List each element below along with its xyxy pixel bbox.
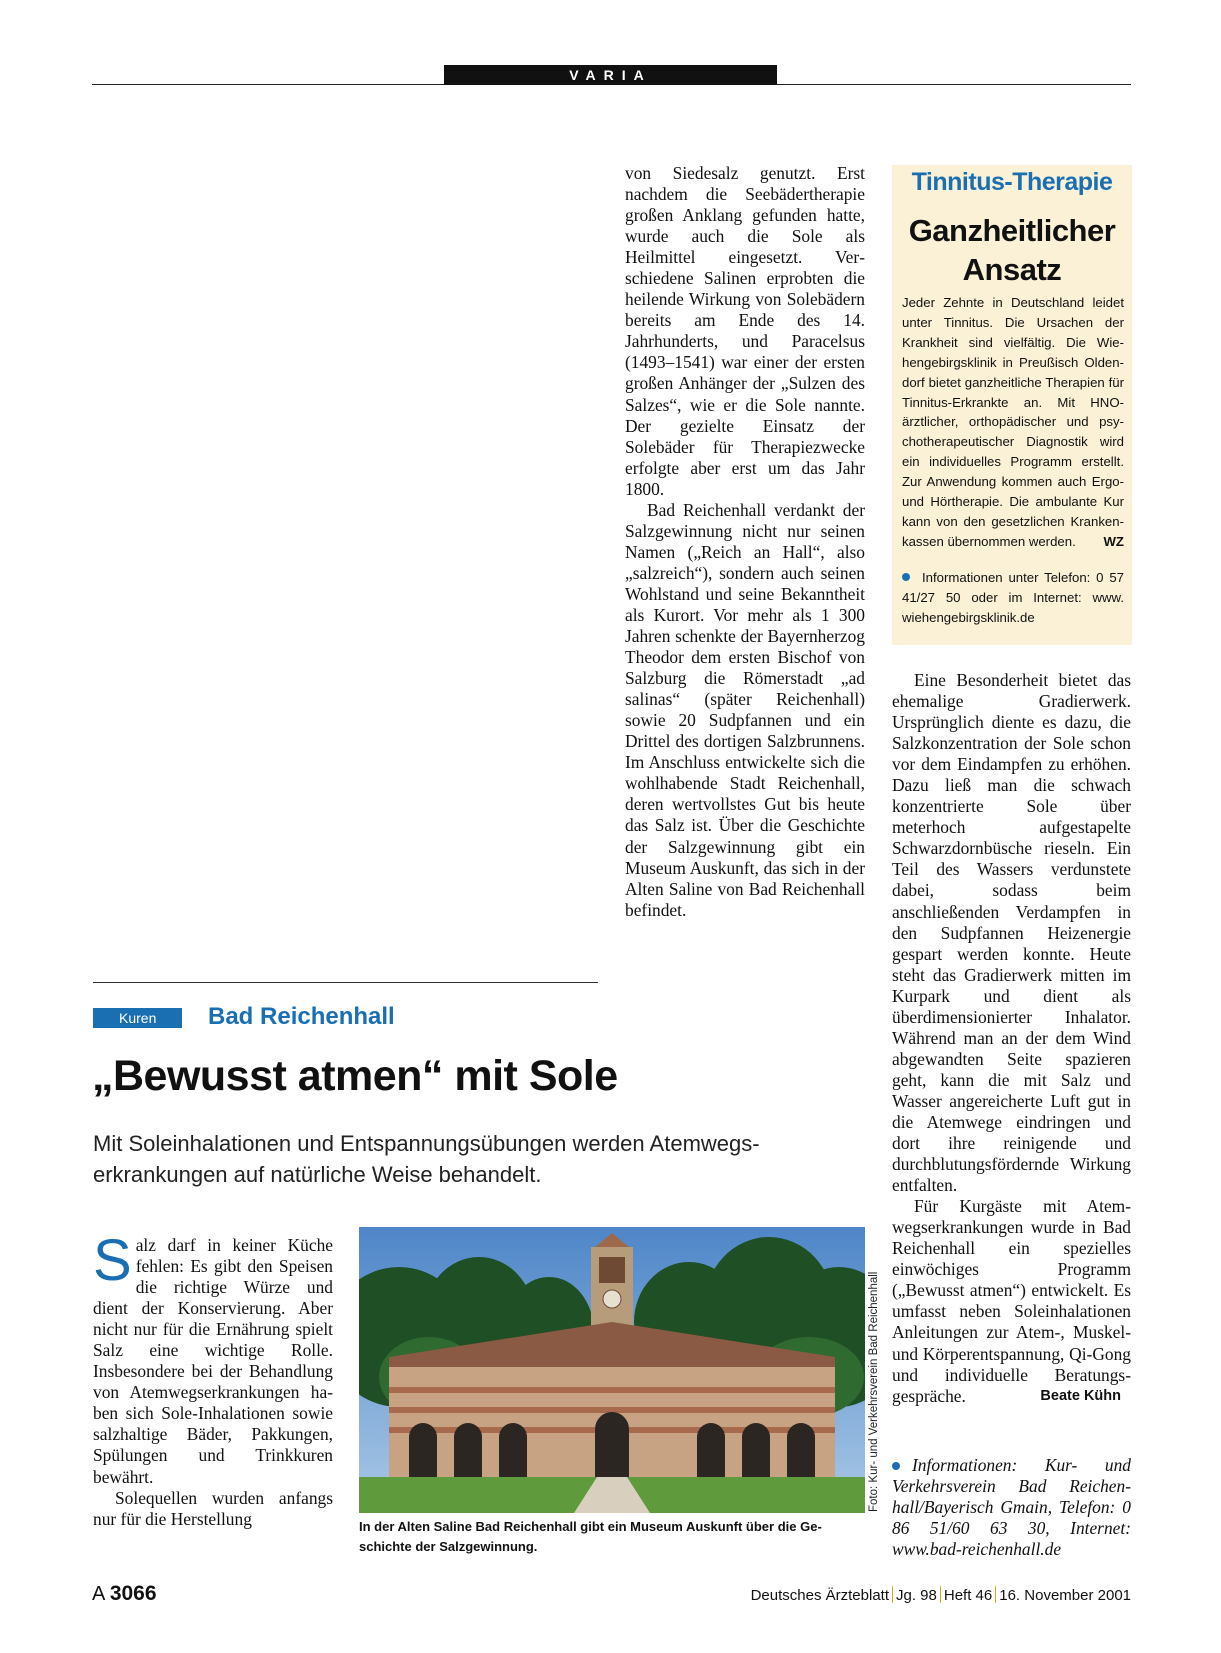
sidebar-info — [902, 568, 1124, 628]
drop-cap: S — [93, 1228, 132, 1293]
journal-info — [690, 1586, 1131, 1604]
headline: „Bewusst atmen“ mit Sole — [92, 1052, 618, 1100]
paragraph-text: Für Kurgäste mit Atemwegserkrankungen wurde in Bad Reichenhall ein spezielles einwöchiges Programm („Bewusst atmen“) entwickelt. Es umfasst neben Soleinhalationen Anleitungen zur Atem-, Muskel- und Körperentspannung, Qi-Gong und individuelle Beratungsgespräche. — [892, 1196, 1131, 1406]
page-number-value: 3066 — [109, 1582, 157, 1605]
separator — [892, 1586, 893, 1603]
article-author: Beate Kühn — [1040, 1387, 1121, 1404]
paragraph: Bad Reichenhall verdankt der Salzgewinnung nicht nur seinen Namen („Reich an Hall“, also „salzreich“), sondern auch seinen Wohlstand und seine Bekanntheit als Kurort. Vor mehr als 1 300 Jahren schenkte der Bayernherzog Theodor dem ersten Bischof von Salzburg die Römerstadt „ad salinas“ (später Reichenhall) sowie 20 Sudpfannen und ein Drittel des dortigen Salzbrunnens. Im Anschluss entwickelte sich die wohlhabende Stadt Reichenhall, deren wertvollstes Gut bis heute das Salz ist. Über die Geschichte der Salzgewinnung gibt ein Museum Auskunft, das sich in der Alten Saline von Bad Reichenhall befindet. — [625, 499, 865, 920]
rubric-topic: Bad Reichenhall — [208, 1003, 395, 1030]
bullet-icon — [902, 573, 910, 581]
separator — [995, 1586, 996, 1603]
journal-volume: Jg. 98 — [896, 1587, 937, 1604]
photo-caption: In der Alten Saline Bad Reichenhall gibt ein Museum Auskunft über die Geschichte der Salzgewinnung. — [359, 1519, 822, 1554]
paragraph: Solequellen wurden anfangs nur für die Herstellung — [93, 1487, 333, 1529]
journal-name: Deutsches Ärzteblatt — [750, 1587, 889, 1604]
journal-date: 16. November 2001 — [999, 1587, 1131, 1604]
paragraph: von Siedesalz genutzt. Erst nachdem die Seebädertherapie großen Anklang gefunden hatte, wurde auch die Sole als Heilmittel eingesetzt. Verschiedene Salinen erprobten die heilende Wirkung von Solebädern bereits am Ende des 14. Jahrhunderts, und Paracelsus (1493–1541) war einer der ersten großen Anhänger der „Sulzen des Salzes“, wie er die Sole nannte. Der gezielte Einsatz der Solebäder für Therapiezwecke erfolgte aber erst um das Jahr 1800. — [625, 163, 865, 499]
sidebar-text: Jeder Zehnte in Deutschland leidet unter Tinnitus. Die Ursachen der Krankheit sind vielfältig. Die Wiehengebirgsklinik in Preußisch Oldendorf bietet ganzheitliche Therapien für Tinnitus-Erkrankte an. Mit HNO-ärztlicher, orthopädischer und psychotherapeutischer Diagnostik wird ein individuelles Programm erstellt. Zur Anwendung kommen auch Ergo- und Hörtherapie. Die ambulante Kur kann von den gesetzlichen Krankenkassen übernommen werden. — [902, 295, 1124, 549]
sidebar-author: WZ — [1103, 533, 1124, 549]
sidebar-kicker: Tinnitus-Therapie — [911, 168, 1113, 196]
left-column — [93, 1228, 333, 1530]
journal-issue: Heft 46 — [943, 1587, 993, 1604]
article-rule — [93, 982, 598, 983]
section-label: VARIA — [444, 65, 777, 85]
right-column — [892, 670, 1131, 1407]
sidebar-body — [902, 293, 1124, 552]
middle-column — [625, 163, 865, 921]
article-info — [892, 1455, 1131, 1560]
paragraph — [93, 1228, 333, 1488]
paragraph — [892, 1196, 1131, 1406]
bullet-icon — [892, 1462, 900, 1470]
article-info-text: Informationen: Kur- und Verkehrsverein Bad Reichenhall/Bayerisch Gmain, Telefon: 0 86 51/60 63 30, Internet: www.bad-reichenhall.de — [892, 1455, 1131, 1560]
paragraph-text: alz darf in keiner Küche fehlen: Es gibt den Speisen die richtige Würze und dient der Konservierung. Aber nicht nur für die Ernährung spielt Salz eine wichtige Rolle. Insbesondere bei der Behandlung von Atemwegserkrankungen haben sich Sole-Inhalationen sowie salzhaltige Bäder, Pakkungen, Spülungen und Trinkkuren bewährt. — [93, 1235, 333, 1487]
page-prefix: A — [92, 1583, 105, 1605]
sidebar-box — [892, 165, 1132, 645]
separator — [940, 1586, 941, 1603]
photo-credit: Foto: Kur- und Verkehrsverein Bad Reichenhall — [868, 1271, 880, 1512]
sidebar-title: Ganzheitlicher Ansatz — [908, 213, 1116, 287]
paragraph: Eine Besonderheit bietet das ehemalige Gradierwerk. Ursprünglich diente es dazu, die Salzkonzentration der Sole schon vor dem Eindampfen zu erhöhen. Dazu ließ man die schwach konzentrierte Sole über meterhoch aufgestapelte Schwarzdornbüsche rieseln. Ein Teil des Wassers verdunstete dabei, sodass beim anschließenden Verdampfen in den Sudpfannen Heizenergie gespart werden konnte. Heute steht das Gradierwerk mitten im Kurpark und dient als überdimensionierter Inhalator. Während man an der dem Wind abgewandten Seite spazieren geht, kann die mit Salz und Wasser angereicherte Luft gut in die Atemwege eindringen und dort ihre reinigende und durchblutungsfördernde Wirkung entfalten. — [892, 670, 1131, 1196]
lead-text: Mit Soleinhalationen und Entspannungsübungen werden Atemwegserkrankungen auf natürliche Weise behandelt. — [93, 1131, 760, 1187]
saline-photo — [359, 1227, 865, 1513]
page-number — [92, 1582, 157, 1606]
rubric-label: Kuren — [93, 1008, 182, 1028]
sidebar-info-text: Informationen unter Telefon: 0 57 41/27 50 oder im Internet: www. wiehengebirgsklinik.de — [902, 570, 1124, 625]
